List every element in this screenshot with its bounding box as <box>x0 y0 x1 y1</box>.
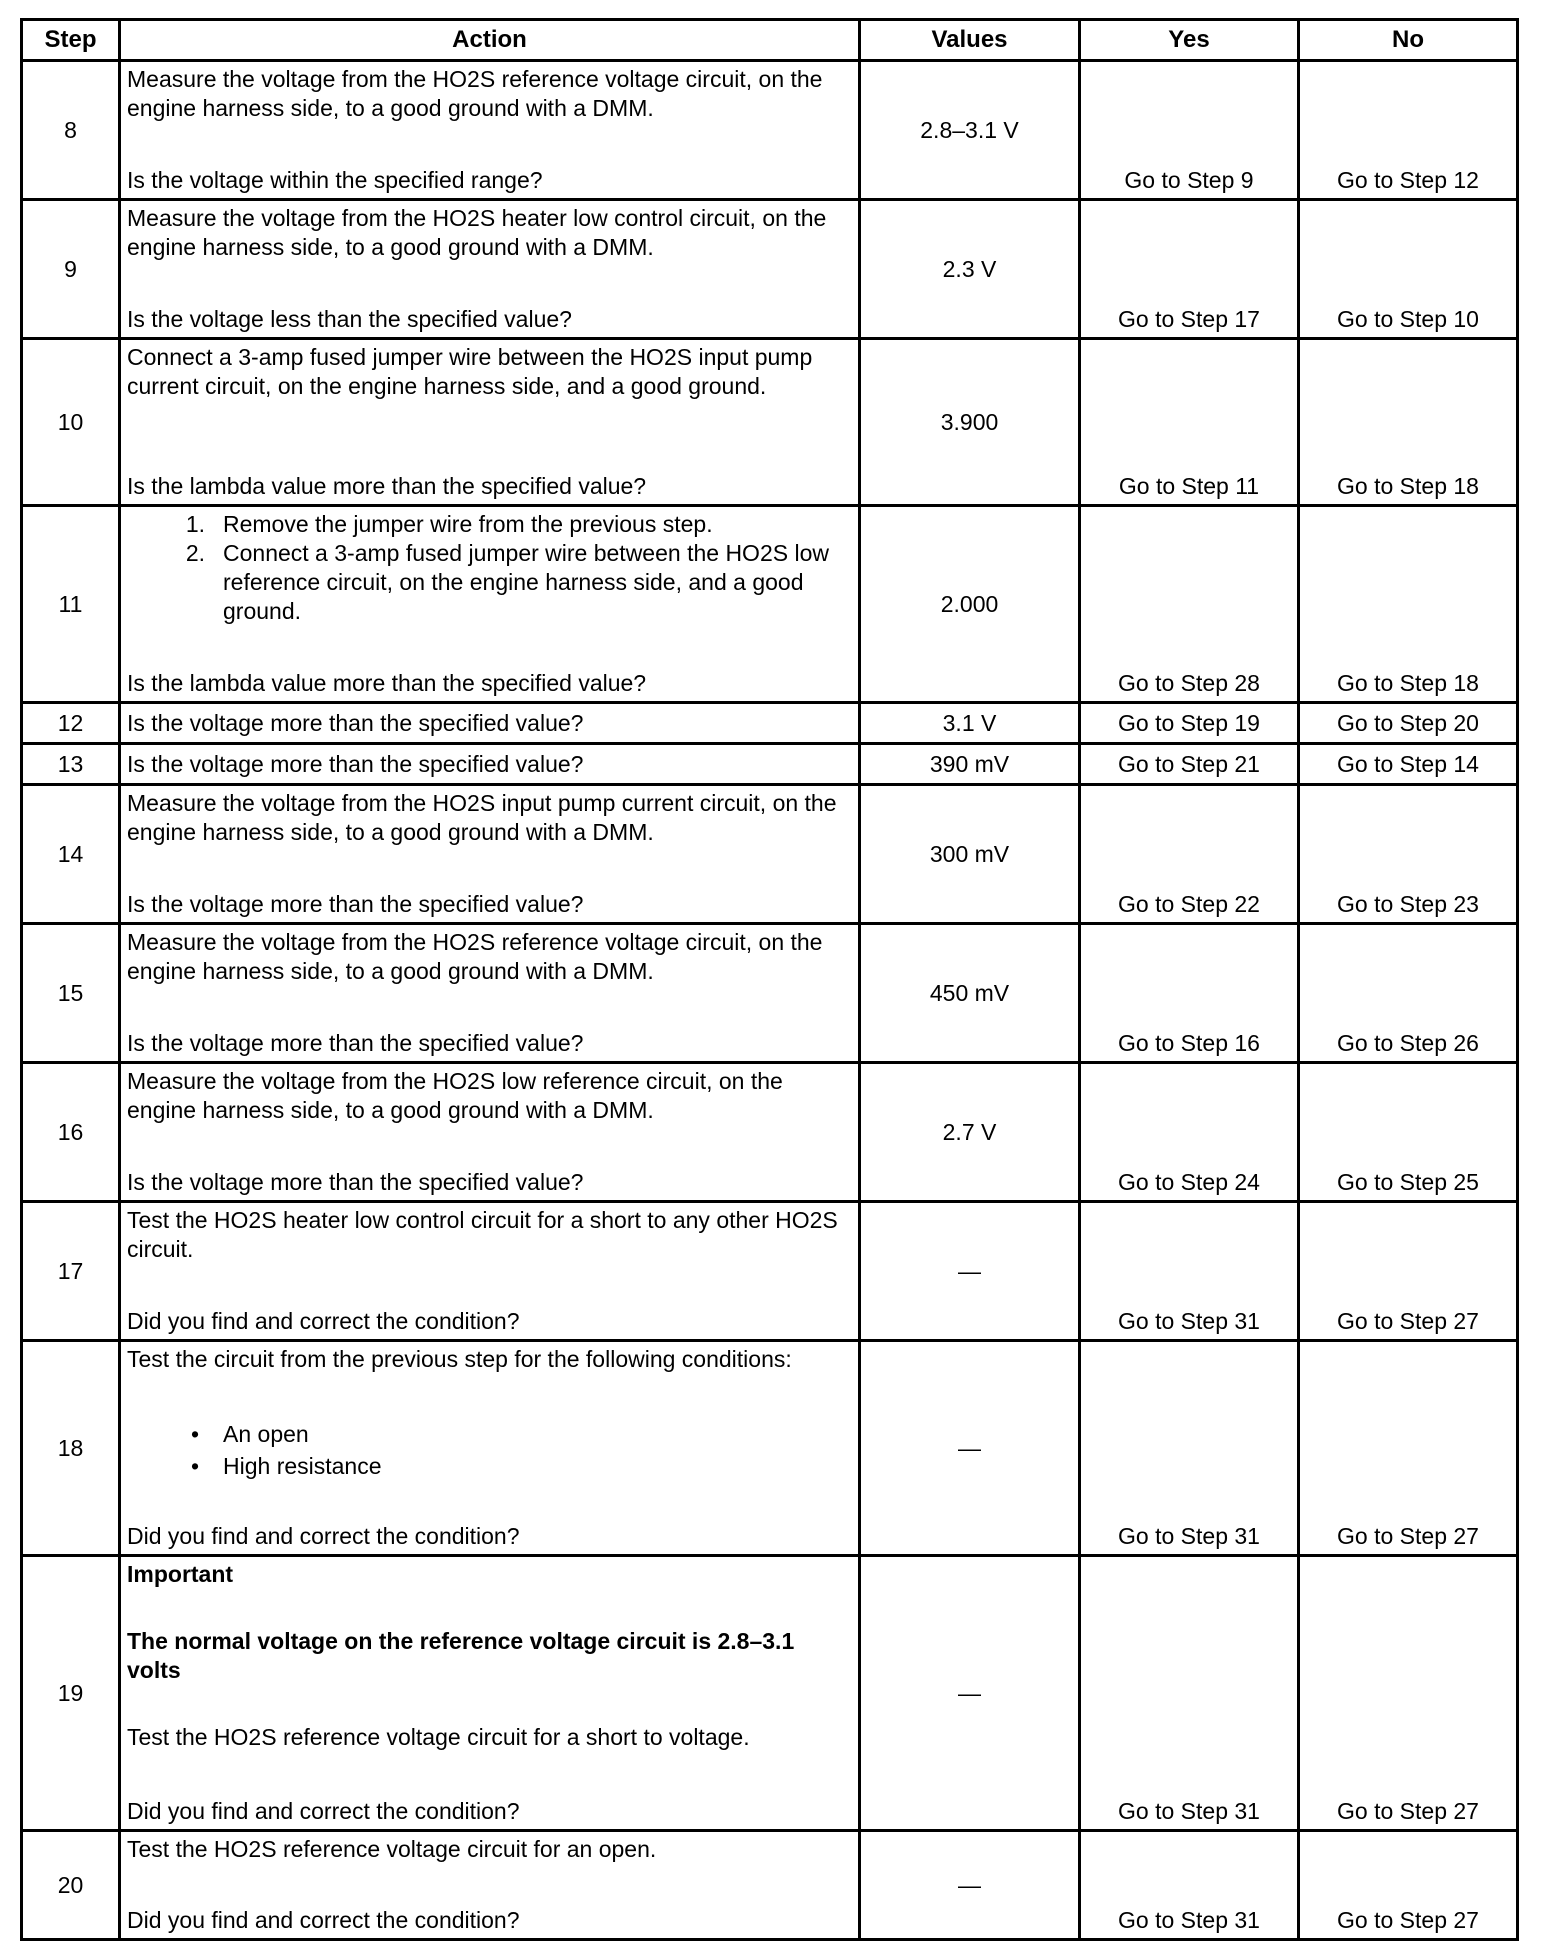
no-cell: Go to Step 27 <box>1299 1341 1518 1556</box>
action-question: Is the voltage within the specified range? <box>127 167 543 194</box>
value-cell: 2.000 <box>860 506 1080 703</box>
action-instruction: Test the circuit from the previous step for the following conditions: <box>127 1346 792 1372</box>
no-cell: Go to Step 23 <box>1299 785 1518 924</box>
value-cell: 390 mV <box>860 744 1080 785</box>
yes-cell: Go to Step 28 <box>1080 506 1299 703</box>
step-number: 19 <box>22 1556 120 1831</box>
table-row <box>22 1556 1518 1831</box>
step-number: 12 <box>22 703 120 744</box>
table-row <box>22 1341 1518 1556</box>
table-row <box>22 1063 1518 1202</box>
no-cell: Go to Step 12 <box>1299 61 1518 200</box>
action-instruction: Test the HO2S reference voltage circuit for a short to voltage. <box>127 1723 750 1750</box>
action-cell <box>120 924 860 1063</box>
action-question: Did you find and correct the condition? <box>127 1798 520 1825</box>
action-question: Is the voltage more than the specified value? <box>127 1030 584 1057</box>
action-cell <box>120 744 860 785</box>
action-cell <box>120 506 860 703</box>
list-item <box>127 539 852 626</box>
yes-cell: Go to Step 31 <box>1080 1341 1299 1556</box>
action-question: Did you find and correct the condition? <box>127 1523 520 1550</box>
table-row <box>22 744 1518 785</box>
value-cell: 2.3 V <box>860 200 1080 339</box>
action-instruction: Measure the voltage from the HO2S input pump current circuit, on the engine harness side, to a good ground with a DMM. <box>127 790 837 845</box>
action-cell <box>120 703 860 744</box>
step-number: 11 <box>22 506 120 703</box>
step-number: 20 <box>22 1831 120 1940</box>
step-number: 8 <box>22 61 120 200</box>
action-question: Is the lambda value more than the specified value? <box>127 670 647 697</box>
list-item-number: 1. <box>185 511 205 537</box>
yes-cell: Go to Step 22 <box>1080 785 1299 924</box>
action-question: Is the voltage more than the specified value? <box>127 1169 584 1196</box>
no-cell: Go to Step 27 <box>1299 1831 1518 1940</box>
yes-cell: Go to Step 24 <box>1080 1063 1299 1202</box>
table-row <box>22 1202 1518 1341</box>
header-yes: Yes <box>1080 20 1299 61</box>
header-row <box>22 20 1518 61</box>
action-cell <box>120 1341 860 1556</box>
list-item-text: An open <box>223 1420 309 1447</box>
action-instruction: Measure the voltage from the HO2S heater low control circuit, on the engine harness side, to a good ground with a DMM. <box>127 205 827 260</box>
step-number: 13 <box>22 744 120 785</box>
bullet-icon: • <box>190 1420 199 1447</box>
no-cell: Go to Step 27 <box>1299 1202 1518 1341</box>
list-item <box>127 510 852 539</box>
action-question: Is the voltage more than the specified value? <box>127 709 584 736</box>
list-item-text: Remove the jumper wire from the previous step. <box>223 511 713 537</box>
header-step: Step <box>22 20 120 61</box>
value-cell: 300 mV <box>860 785 1080 924</box>
no-cell: Go to Step 26 <box>1299 924 1518 1063</box>
action-cell <box>120 1831 860 1940</box>
step-number: 18 <box>22 1341 120 1556</box>
numbered-list <box>127 510 852 626</box>
value-cell: 450 mV <box>860 924 1080 1063</box>
important-note: The normal voltage on the reference voltage circuit is 2.8–3.1 volts <box>127 1627 795 1683</box>
value-cell: 2.8–3.1 V <box>860 61 1080 200</box>
step-number: 9 <box>22 200 120 339</box>
action-cell <box>120 200 860 339</box>
list-item-text: Connect a 3-amp fused jumper wire between the HO2S low reference circuit, on the engine harness side, and a good ground. <box>223 539 829 624</box>
header-action: Action <box>120 20 860 61</box>
action-cell <box>120 339 860 506</box>
list-item-number: 2. <box>185 539 205 566</box>
action-cell <box>120 1556 860 1831</box>
action-instruction: Measure the voltage from the HO2S low reference circuit, on the engine harness side, to a good ground with a DMM. <box>127 1068 783 1123</box>
yes-cell: Go to Step 16 <box>1080 924 1299 1063</box>
yes-cell: Go to Step 21 <box>1080 744 1299 785</box>
value-cell: 3.1 V <box>860 703 1080 744</box>
action-question: Did you find and correct the condition? <box>127 1907 520 1934</box>
table-row <box>22 785 1518 924</box>
yes-cell: Go to Step 9 <box>1080 61 1299 200</box>
table-row <box>22 924 1518 1063</box>
list-item-text: High resistance <box>223 1453 382 1480</box>
action-cell <box>120 1202 860 1341</box>
bullet-icon: • <box>190 1453 199 1480</box>
action-cell <box>120 785 860 924</box>
step-number: 14 <box>22 785 120 924</box>
action-question: Did you find and correct the condition? <box>127 1308 520 1335</box>
step-number: 17 <box>22 1202 120 1341</box>
step-number: 15 <box>22 924 120 1063</box>
yes-cell: Go to Step 19 <box>1080 703 1299 744</box>
yes-cell: Go to Step 31 <box>1080 1202 1299 1341</box>
table-row <box>22 339 1518 506</box>
no-cell: Go to Step 14 <box>1299 744 1518 785</box>
action-question: Is the lambda value more than the specified value? <box>127 473 647 500</box>
table-row <box>22 703 1518 744</box>
action-question: Is the voltage more than the specified value? <box>127 891 584 918</box>
value-cell: — <box>860 1341 1080 1556</box>
step-number: 10 <box>22 339 120 506</box>
value-cell: 2.7 V <box>860 1063 1080 1202</box>
no-cell: Go to Step 27 <box>1299 1556 1518 1831</box>
action-question: Is the voltage less than the specified value? <box>127 306 572 333</box>
action-instruction: Test the HO2S heater low control circuit for a short to any other HO2S circuit. <box>127 1207 838 1262</box>
action-instruction: Measure the voltage from the HO2S reference voltage circuit, on the engine harness side, to a good ground with a DMM. <box>127 929 823 984</box>
yes-cell: Go to Step 31 <box>1080 1831 1299 1940</box>
header-values: Values <box>860 20 1080 61</box>
important-title: Important <box>127 1561 234 1587</box>
value-cell: — <box>860 1556 1080 1831</box>
header-no: No <box>1299 20 1518 61</box>
value-cell: — <box>860 1202 1080 1341</box>
action-cell <box>120 61 860 200</box>
table-row <box>22 200 1518 339</box>
action-instruction: Connect a 3-amp fused jumper wire between the HO2S input pump current circuit, on the engine harness side, and a good ground. <box>127 344 813 399</box>
no-cell: Go to Step 20 <box>1299 703 1518 744</box>
list-item <box>127 1418 852 1450</box>
yes-cell: Go to Step 11 <box>1080 339 1299 506</box>
no-cell: Go to Step 18 <box>1299 506 1518 703</box>
action-instruction: Measure the voltage from the HO2S reference voltage circuit, on the engine harness side, to a good ground with a DMM. <box>127 66 823 121</box>
action-question: Is the voltage more than the specified value? <box>127 750 584 777</box>
table-row <box>22 61 1518 200</box>
table-row <box>22 506 1518 703</box>
no-cell: Go to Step 18 <box>1299 339 1518 506</box>
value-cell: 3.900 <box>860 339 1080 506</box>
yes-cell: Go to Step 31 <box>1080 1556 1299 1831</box>
step-number: 16 <box>22 1063 120 1202</box>
diagnostic-table-page <box>20 18 1516 1941</box>
table-row <box>22 1831 1518 1940</box>
bullet-list <box>127 1418 852 1482</box>
action-instruction: Test the HO2S reference voltage circuit for an open. <box>127 1836 657 1862</box>
no-cell: Go to Step 25 <box>1299 1063 1518 1202</box>
action-cell <box>120 1063 860 1202</box>
no-cell: Go to Step 10 <box>1299 200 1518 339</box>
list-item <box>127 1450 852 1482</box>
diagnostic-table <box>20 18 1519 1941</box>
yes-cell: Go to Step 17 <box>1080 200 1299 339</box>
value-cell: — <box>860 1831 1080 1940</box>
